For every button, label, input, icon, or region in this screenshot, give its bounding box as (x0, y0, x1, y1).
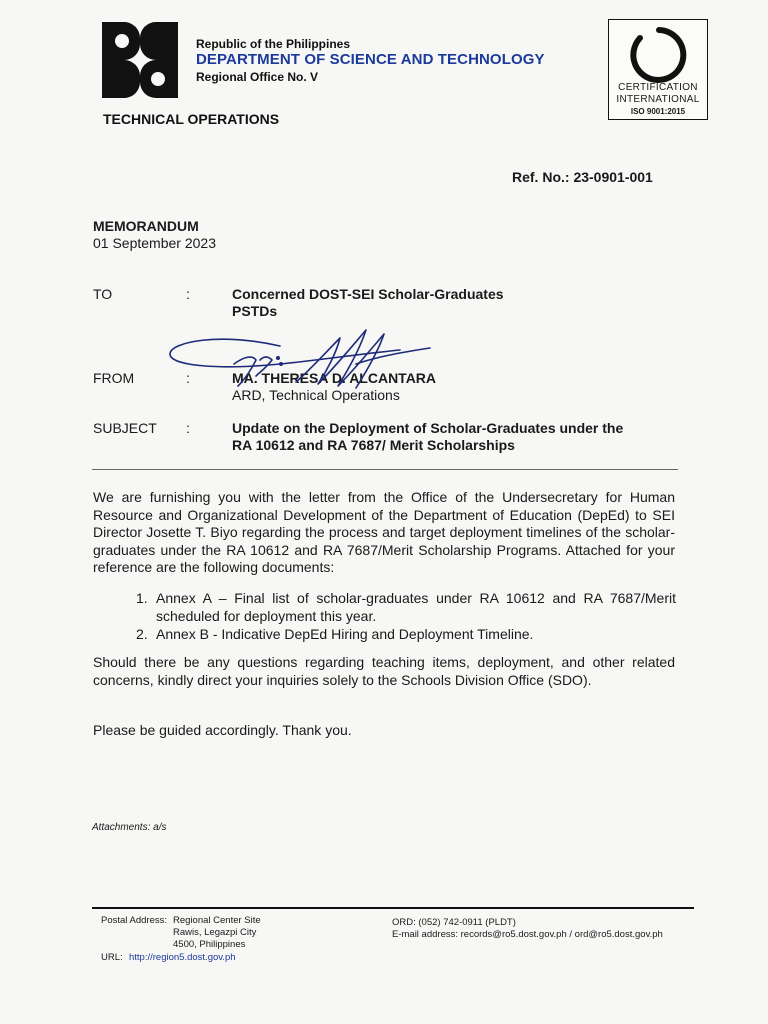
iso-certification-badge (608, 19, 708, 120)
body-paragraph-3 (93, 722, 675, 740)
dost-logo-icon (98, 18, 182, 102)
memo-date: 01 September 2023 (93, 235, 216, 251)
from-name: MA. THERESA D. ALCANTARA (232, 370, 437, 386)
list-item-number: 1. (136, 590, 148, 606)
list-item (136, 590, 676, 626)
from-label: FROM (93, 370, 135, 386)
url-label: URL: (101, 952, 123, 963)
to-recipient-line1: Concerned DOST-SEI Scholar-Graduates (232, 286, 504, 302)
subject-label: SUBJECT (93, 420, 157, 436)
cert-line3: ISO 9001:2015 (630, 107, 686, 116)
from-title: ARD, Technical Operations (232, 387, 400, 403)
republic-label: Republic of the Philippines (196, 37, 351, 51)
list-item-number: 2. (136, 626, 148, 642)
list-item-text: Annex B - Indicative DepEd Hiring and Deployment Timeline. (156, 626, 534, 642)
body-paragraph-2-text: Should there be any questions regarding teaching items, deployment, and other related concerns, kindly direct your inquiries solely to the Schools Division Office (SDO). (93, 654, 675, 688)
cert-line2: INTERNATIONAL (616, 94, 700, 105)
body-paragraph-3-text: Please be guided accordingly. Thank you. (93, 722, 352, 738)
to-label: TO (93, 286, 113, 302)
list-item-text: Annex A – Final list of scholar-graduates under RA 10612 and RA 7687/Merit scheduled for deployment this year. (156, 590, 676, 624)
header-divider (92, 469, 678, 470)
footer-divider (92, 907, 694, 909)
department-name: DEPARTMENT OF SCIENCE AND TECHNOLOGY (196, 51, 545, 68)
attachments-note: Attachments: a/s (92, 822, 167, 833)
to-colon: : (186, 286, 190, 302)
website-link[interactable]: http://region5.dost.gov.ph (129, 952, 236, 963)
body-paragraph-1 (93, 489, 675, 577)
division-label: TECHNICAL OPERATIONS (103, 111, 280, 127)
postal-address-line2: Rawis, Legazpi City (173, 927, 257, 938)
list-item (136, 626, 676, 644)
body-paragraph-2 (93, 654, 675, 689)
postal-address-label: Postal Address: (101, 915, 168, 926)
postal-address-line1: Regional Center Site (173, 915, 261, 926)
to-recipient-line2: PSTDs (232, 303, 278, 319)
reference-number: Ref. No.: 23-0901-001 (512, 169, 653, 185)
body-paragraph-1-text: We are furnishing you with the letter from the Office of the Undersecretary for Human Resource and Organizational Development of the Department of Education (DepEd) to SEI Director Josette T. Biyo regarding the process and target deployment timelines of the scholar-graduates under the RA 10612 and RA 7687/Merit Scholarship Programs. Attached for your reference are the following documents: (93, 489, 675, 575)
from-colon: : (186, 370, 190, 386)
ord-phone: ORD: (052) 742-0911 (PLDT) (392, 917, 516, 928)
postal-address-line3: 4500, Philippines (173, 939, 246, 950)
regional-office-label: Regional Office No. V (196, 70, 319, 84)
cert-line1: CERTIFICATION (618, 82, 698, 93)
memo-title: MEMORANDUM (93, 218, 199, 234)
email-addresses[interactable]: E-mail address: records@ro5.dost.gov.ph / ord@ro5.dost.gov.ph (392, 929, 663, 940)
certification-ring-icon (628, 26, 690, 84)
subject-line1: Update on the Deployment of Scholar-Graduates under the (232, 420, 624, 436)
subject-colon: : (186, 420, 190, 436)
subject-line2: RA 10612 and RA 7687/ Merit Scholarships (232, 437, 515, 453)
